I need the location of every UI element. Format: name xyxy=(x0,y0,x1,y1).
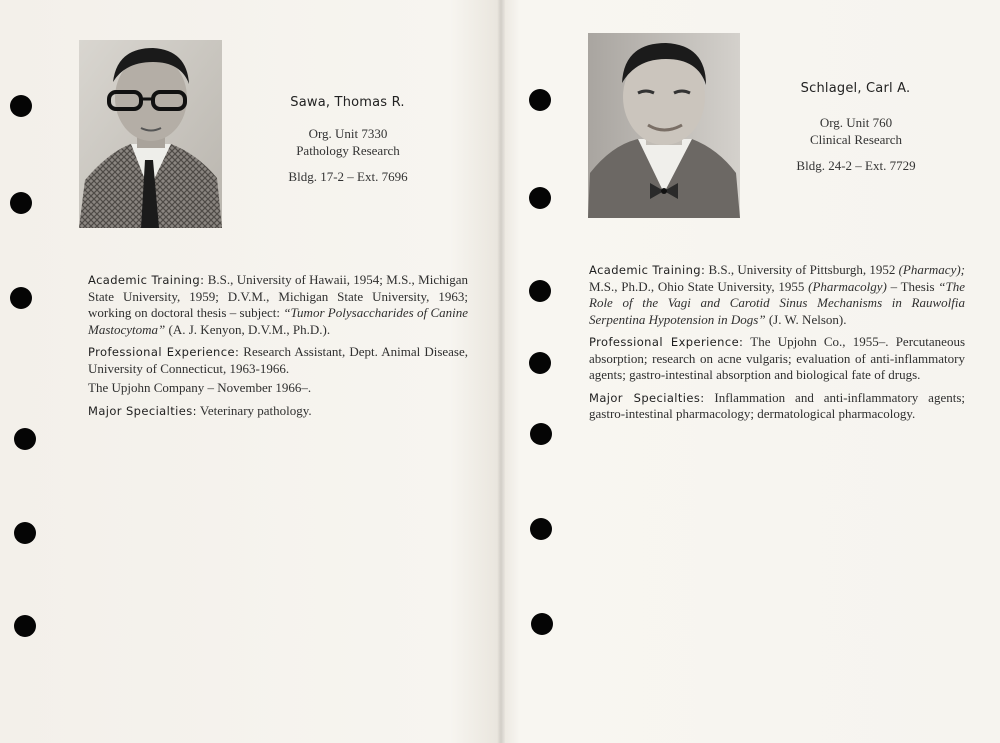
binder-hole xyxy=(10,287,32,309)
contact-block xyxy=(776,114,936,174)
section-label: Professional Experience: xyxy=(589,335,744,349)
org-unit: Org. Unit 760 xyxy=(819,115,893,130)
major-specialties: Major Specialties: Veterinary pathology. xyxy=(88,402,312,418)
section-label: Academic Training: xyxy=(88,273,205,287)
binder-hole xyxy=(530,423,552,445)
academic-training: Academic Training: B.S., University of Hawaii, 1954; M.S., Michigan State University, 1959; D.V.M., Michigan State University, 1963; working on doctoral thesis – subject: “Tumor Polysaccharides of Canine Mastocytoma” (A. J. Kenyon, D.V.M., Ph.D.). xyxy=(88,272,469,337)
biography xyxy=(88,272,468,425)
contact-block xyxy=(268,125,428,185)
building-extension: Bldg. 24-2 – Ext. 7729 xyxy=(796,158,916,173)
org-unit: Org. Unit 7330 xyxy=(308,126,388,141)
section-label: Professional Experience: xyxy=(88,345,240,359)
binder-hole xyxy=(530,518,552,540)
binder-hole xyxy=(14,522,36,544)
thesis-title: “The Role of the Vagi and Carotid Sinus Mechanisms in Rauwolfia Serpentina Hypotension in Dogs” xyxy=(589,278,965,327)
right-page xyxy=(502,0,1000,743)
portrait-photo xyxy=(588,33,740,218)
professional-experience: Professional Experience: Research Assistant, Dept. Animal Disease, University of Connecticut, 1963-1966. xyxy=(88,344,468,376)
binder-hole xyxy=(10,95,32,117)
section-label: Major Specialties: xyxy=(88,403,197,418)
binder-hole xyxy=(10,192,32,214)
thesis-title: “Tumor Polysaccharides of Canine Mastocytoma” xyxy=(88,305,469,337)
person-name: Sawa, Thomas R. xyxy=(290,95,405,110)
department: Clinical Research xyxy=(809,132,903,147)
binder-hole xyxy=(531,613,553,635)
person-name: Schlagel, Carl A. xyxy=(800,81,911,96)
section-label: Major Specialties: xyxy=(589,390,705,405)
section-label: Academic Training: xyxy=(589,263,706,277)
professional-experience-continued: The Upjohn Company – November 1966–. xyxy=(88,380,312,395)
building-extension: Bldg. 17-2 – Ext. 7696 xyxy=(288,169,408,184)
binder-hole xyxy=(529,352,551,374)
binder-hole xyxy=(14,428,36,450)
department: Pathology Research xyxy=(296,143,400,158)
binder-hole xyxy=(529,280,551,302)
academic-training: Academic Training: B.S., University of Pittsburgh, 1952 (Pharmacy); M.S., Ph.D., Ohio State University, 1955 (Pharmacolgy) – Thesis “The Role of the Vagi and Carotid Sinus Mechanisms in Rauwolfia Serpentina Hypotension in Dogs” (J. W. Nelson). xyxy=(589,262,966,327)
binder-hole xyxy=(529,187,551,209)
major-specialties: Major Specialties: Inflammation and anti-inflammatory agents; gastro-intestinal pharmacology; dermatological pharmacology. xyxy=(589,389,965,421)
professional-experience: Professional Experience: The Upjohn Co., 1955–. Percutaneous absorption; research on acne vulgaris; evaluation of anti-inflammatory agents; gastro-intestinal absorption and biological fate of drugs. xyxy=(589,334,965,382)
portrait-photo xyxy=(79,40,222,228)
binder-hole xyxy=(14,615,36,637)
binder-hole xyxy=(529,89,551,111)
biography xyxy=(589,262,965,429)
